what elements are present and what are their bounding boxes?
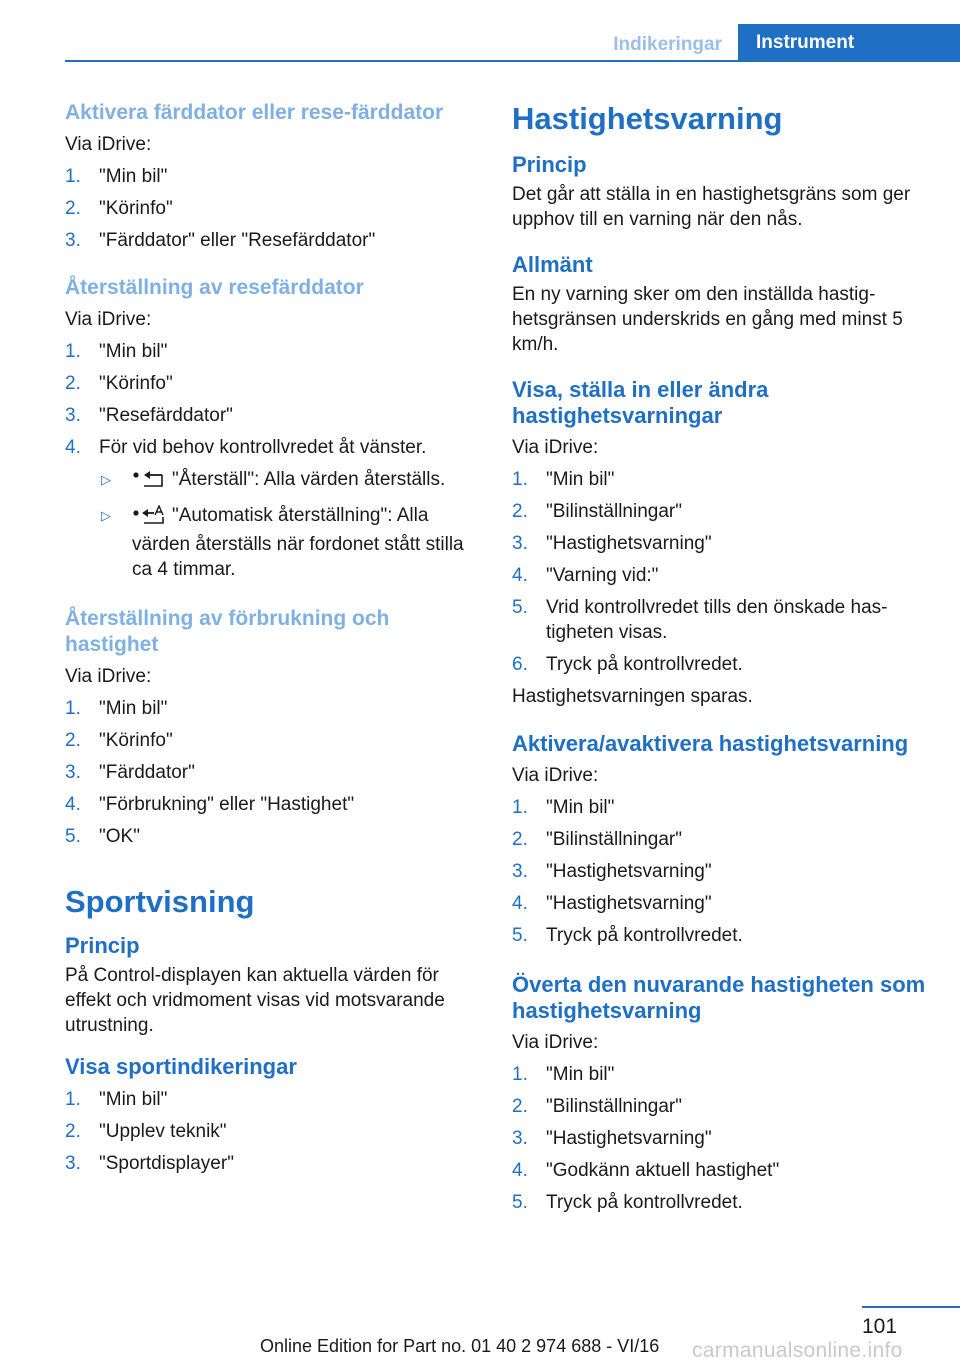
list-item: 3. "Hastighetsvarning" [512, 861, 712, 882]
list-item: 2. "Upplev teknik" [65, 1121, 227, 1142]
bullet-item: ▷ "Automatisk återställning": Alla värden återställs när fordonet stått stilla ca 4 timmar. [101, 505, 464, 580]
auto-reset-symbol-icon [132, 505, 168, 532]
list-item: 4. "Varning vid:" [512, 565, 659, 586]
right-column [512, 100, 932, 1215]
list-item: 1. "Min bil" [512, 1064, 615, 1085]
steps-list [65, 696, 480, 849]
page-number: 101 [862, 1315, 898, 1338]
steps-list [65, 1087, 480, 1176]
steps-list [65, 339, 480, 582]
body-text: Hastighetsvarningen sparas. [512, 686, 753, 707]
intro-text: Via iDrive: [65, 309, 152, 330]
list-item: 1. "Min bil" [65, 1089, 168, 1110]
list-item: 3. "Hastighetsvarning" [512, 1128, 712, 1149]
body-text: På Control-displayen kan aktuella värden för effekt och vridmoment visas vid motsvarande utrustning. [65, 965, 445, 1036]
list-item: 2. "Körinfo" [65, 198, 173, 219]
footer-rule [862, 1306, 960, 1308]
list-item: 2. "Bilinställningar" [512, 501, 682, 522]
list-item: 5. Vrid kontrollvredet tills den önskade has-tigheten visas. [512, 597, 888, 643]
list-item: 3. "Färddator" eller "Resefärddator" [65, 230, 376, 251]
list-item: 1. "Min bil" [65, 166, 168, 187]
subheading-principle: Princip [65, 933, 140, 958]
steps-list [512, 1062, 932, 1215]
intro-text: Via iDrive: [65, 134, 152, 155]
list-item: 3. "Färddator" [65, 762, 195, 783]
section-label: Indikeringar [613, 34, 722, 55]
header-rule [65, 60, 960, 62]
steps-list [512, 795, 932, 948]
list-item: 5. Tryck på kontrollvredet. [512, 925, 743, 946]
heading-reset-consumption: Återställning av förbrukning och hastighet [65, 607, 390, 656]
list-item: 2. "Bilinställningar" [512, 1096, 682, 1117]
heading-speed-warning: Hastighetsvarning [512, 101, 783, 136]
subheading-general: Allmänt [512, 252, 593, 277]
subheading-take-over-speed: Överta den nuvarande hastigheten som hastighetsvarning [512, 972, 926, 1023]
page-header [65, 24, 960, 62]
bullet-item: ▷ "Återställ": Alla värden återställs. [99, 467, 480, 496]
subheading-principle: Princip [512, 152, 587, 177]
body-text: Det går att ställa in en hastighetsgräns som ger upphov till en varning när den nås. [512, 184, 911, 230]
list-item: 3. "Hastighetsvarning" [512, 533, 712, 554]
list-item: 3. "Sportdisplayer" [65, 1153, 234, 1174]
reset-symbol-icon [132, 469, 168, 496]
list-item: 3. "Resefärddator" [65, 405, 233, 426]
subheading-activate-deactivate: Aktivera/avaktivera hastighetsvarning [512, 731, 909, 756]
body-text: En ny varning sker om den inställda hastig-hetsgränsen underskrids en gång med minst 5 km/h. [512, 284, 903, 355]
list-item: 5. Tryck på kontrollvredet. [512, 1192, 743, 1213]
subheading-show-sport: Visa sportindikeringar [65, 1054, 297, 1079]
heading-activate-trip-computer: Aktivera färddator eller rese-färddator [65, 101, 444, 124]
list-item: 2. "Körinfo" [65, 730, 173, 751]
heading-sport-display: Sportvisning [65, 884, 255, 919]
triangle-bullet-icon: ▷ [101, 508, 111, 523]
list-item: 4. "Hastighetsvarning" [512, 893, 712, 914]
list-item: 1. "Min bil" [65, 341, 168, 362]
steps-list [65, 164, 480, 253]
list-item: 4. För vid behov kontrollvredet åt vänster. ▷ "Återställ": Alla värden återställs. ▷ "Automatisk återställning": Alla värden återställs när fordonet stått stilla ca 4 timmar. [65, 435, 480, 582]
list-item: 5. "OK" [65, 826, 140, 847]
intro-text: Via iDrive: [512, 765, 599, 786]
list-item: 1. "Min bil" [512, 469, 615, 490]
triangle-bullet-icon: ▷ [101, 472, 111, 487]
list-item: 1. "Min bil" [512, 797, 615, 818]
intro-text: Via iDrive: [512, 1032, 599, 1053]
list-item: 2. "Bilinställningar" [512, 829, 682, 850]
left-column [65, 100, 480, 1176]
intro-text: Via iDrive: [65, 666, 152, 687]
steps-list [512, 467, 932, 677]
list-item: 4. "Godkänn aktuell hastighet" [512, 1160, 780, 1181]
list-item: 6. Tryck på kontrollvredet. [512, 654, 743, 675]
heading-reset-trip-computer: Återställning av resefärddator [65, 276, 364, 299]
watermark-text: carmanualsonline.info [692, 1339, 903, 1362]
list-item: 2. "Körinfo" [65, 373, 173, 394]
list-item: 1. "Min bil" [65, 698, 168, 719]
intro-text: Via iDrive: [512, 437, 599, 458]
list-item: 4. "Förbrukning" eller "Hastighet" [65, 794, 355, 815]
chapter-tab: Instrument [738, 24, 960, 62]
subheading-show-set-change: Visa, ställa in eller ändra hastighetsvarningar [512, 377, 769, 428]
edition-text: Online Edition for Part no. 01 40 2 974 688 - VI/16 [260, 1336, 660, 1356]
bullet-list [99, 467, 480, 582]
